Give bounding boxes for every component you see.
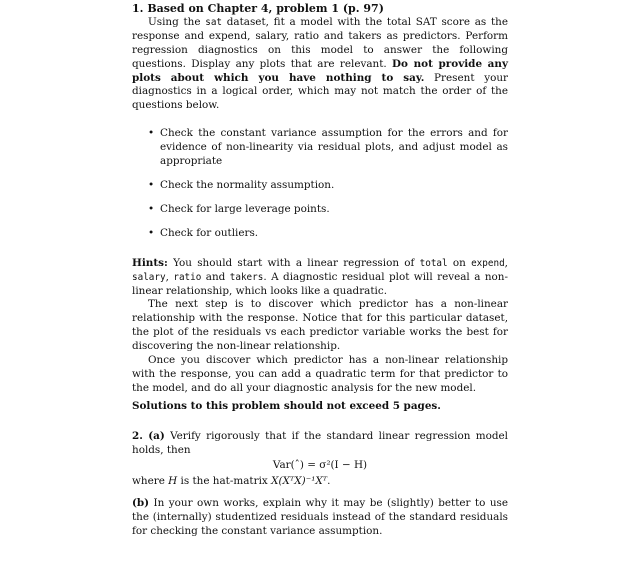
- list-item: [148, 203, 508, 217]
- list-item-text: Check for outliers.: [160, 226, 259, 239]
- list-item-text: Check for large leverage points.: [160, 202, 330, 215]
- problem2-part-b: [132, 497, 508, 539]
- intro-text: Using the: [148, 15, 206, 28]
- dataset-name: sat: [205, 16, 223, 28]
- variable-name: takers: [229, 271, 264, 283]
- problem-document: [132, 0, 508, 539]
- bullet-icon: •: [148, 226, 155, 239]
- variable-name: ratio: [173, 271, 202, 283]
- hints-label: Hints:: [132, 256, 168, 269]
- variable-name: total: [419, 257, 448, 269]
- hints-paragraph-2: The next step is to discover which predictor has a non-linear relationship with the response. Notice that for this particular dataset, the plot of the residuals vs each predictor variable works the best for discovering the non-linear relationship.: [132, 298, 508, 353]
- hat-matrix-definition: [132, 475, 508, 489]
- diagnostics-list: [132, 127, 508, 240]
- hints-text: and: [201, 270, 230, 283]
- hints-paragraph-3: Once you discover which predictor has a non-linear relationship with the response, you can add a quadratic term for that predictor to the model, and do all your diagnostic analysis for the new model.: [132, 354, 508, 394]
- hints-text: . A diagnostic residual plot will reveal a non-linear relationship, which looks like a quadratic.: [132, 270, 508, 297]
- hints-text: ,: [504, 256, 508, 269]
- intro-text: dataset, fit a model with the total SAT score as the response and expend, salary, ratio and takers as predictors. Perform regression diagnostics on this model to answer the following questions. Display any plots that are relevant.: [132, 15, 508, 70]
- bullet-icon: •: [148, 178, 155, 191]
- hints-text: You should start with a linear regression of: [167, 256, 420, 269]
- part-a-text: Verify rigorously that if the standard linear regression model holds, then: [132, 429, 508, 456]
- problem2-part-a: [132, 430, 508, 458]
- intro-emphasis: Do not provide any plots about which you have nothing to say.: [132, 57, 509, 84]
- bullet-icon: •: [148, 202, 155, 215]
- definition-text: .: [327, 475, 331, 488]
- definition-text: is the hat-matrix: [177, 475, 272, 488]
- bullet-icon: •: [148, 127, 155, 140]
- variance-equation: Var(ˆ) = σ²(I − H): [272, 459, 368, 472]
- definition-text: where: [132, 475, 169, 488]
- list-item: [148, 227, 508, 241]
- intro-text: Present your diagnostics in a logical order, which may not match the order of the questions below.: [132, 71, 508, 112]
- page-limit-note: Solutions to this problem should not exceed 5 pages.: [132, 399, 441, 412]
- hints-text: on: [447, 256, 472, 269]
- hat-matrix-formula: X(XᵀX)⁻¹Xᵀ: [271, 475, 328, 488]
- problem2-number: 2.: [132, 429, 143, 442]
- list-item: [148, 179, 508, 193]
- list-item-text: Check the normality assumption.: [160, 178, 335, 191]
- hat-symbol: H: [168, 475, 178, 488]
- variable-name: expend: [471, 257, 505, 269]
- part-a-label: (a): [148, 429, 165, 442]
- hints-paragraph: [132, 257, 508, 299]
- problem1-heading: 1. Based on Chapter 4, problem 1 (p. 97): [132, 2, 384, 15]
- part-b-label: (b): [132, 497, 150, 510]
- hints-text: ,: [165, 270, 169, 283]
- problem1-intro: [132, 16, 508, 113]
- list-item: [148, 127, 508, 169]
- part-b-text: In your own works, explain why it may be (slightly) better to use the (internally) studentized residuals instead of the standard residuals for checking the constant variance assumption.: [132, 497, 508, 538]
- list-item-text: Check the constant variance assumption for the errors and for evidence of non-linearity via residual plots, and adjust model as appropriate: [160, 127, 508, 168]
- variable-name: salary: [132, 271, 166, 283]
